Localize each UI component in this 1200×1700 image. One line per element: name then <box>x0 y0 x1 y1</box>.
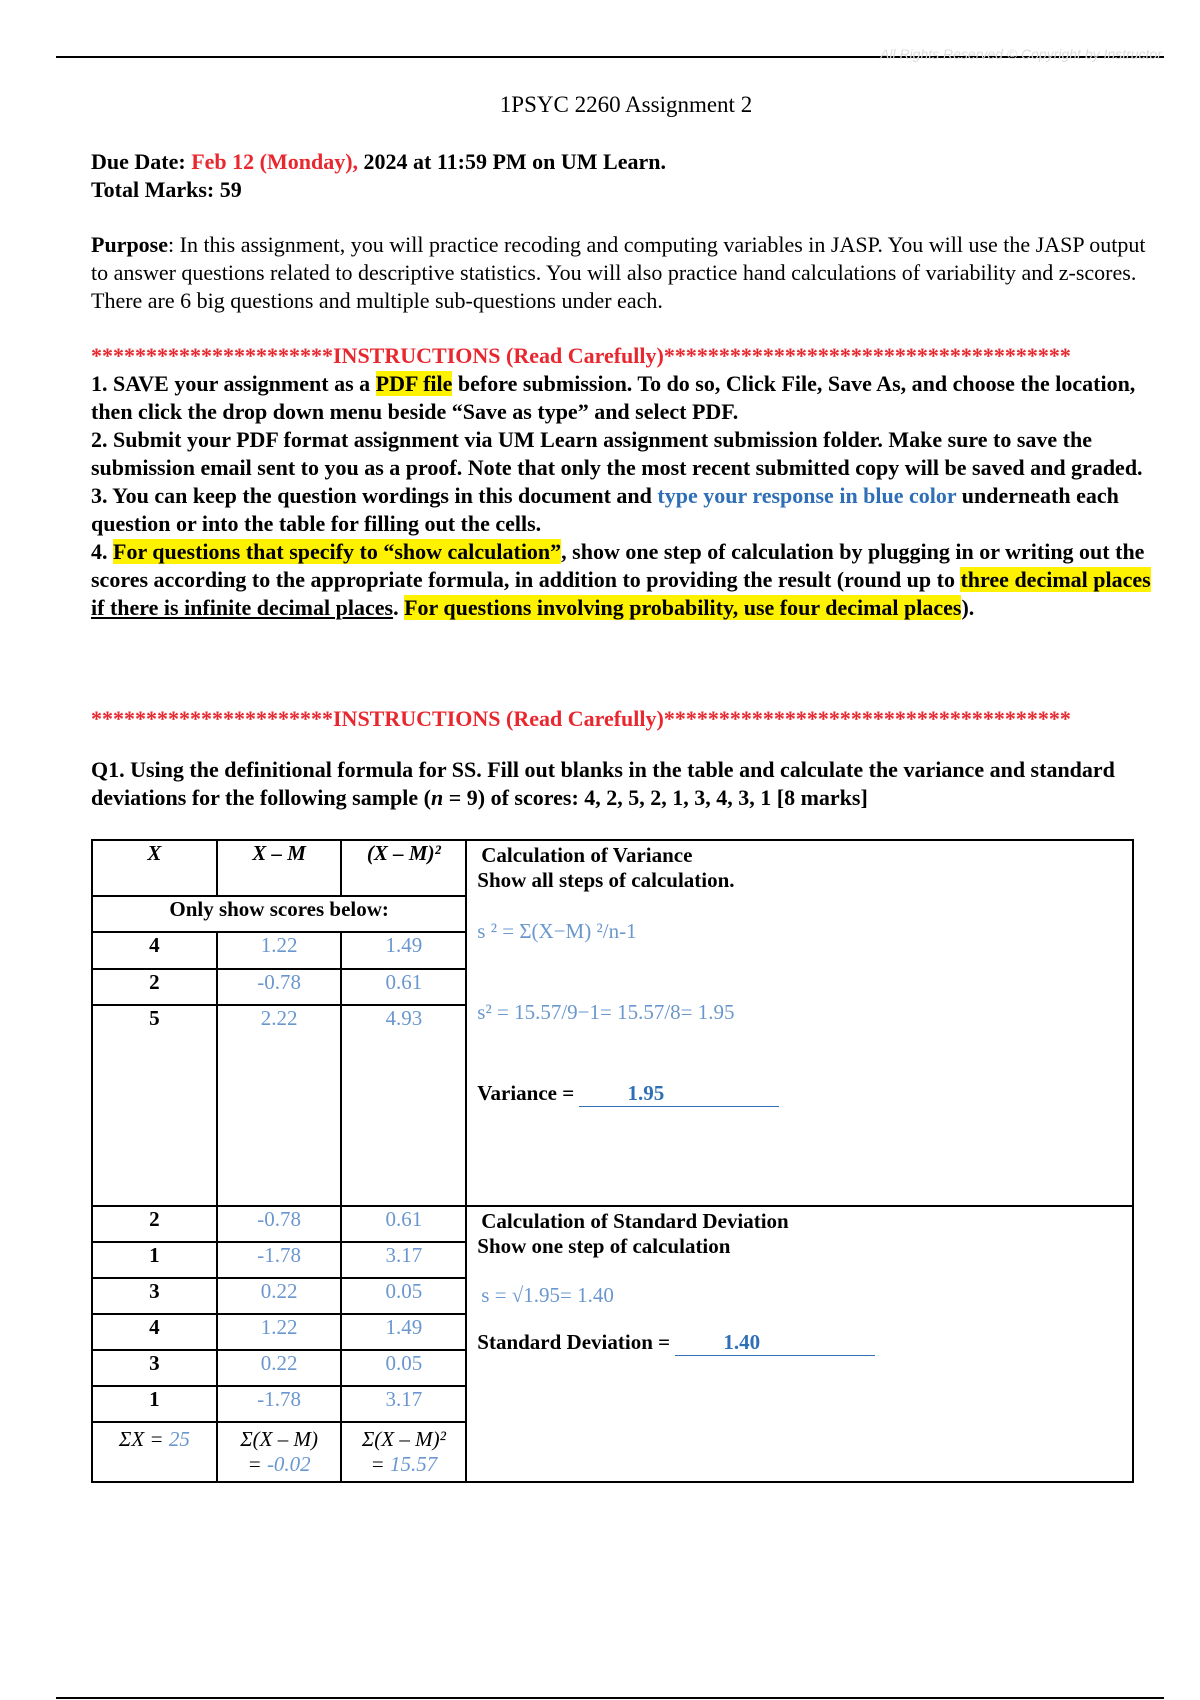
due-date: Feb 12 (Monday), <box>191 149 359 174</box>
due-date-line <box>91 148 1158 176</box>
page-title: 1PSYC 2260 Assignment 2 <box>499 92 753 117</box>
i4i: ). <box>961 595 975 620</box>
score-deviation[interactable]: -0.78 <box>217 969 342 1005</box>
instruction-1 <box>91 370 1158 426</box>
score-deviation-squared[interactable]: 1.49 <box>341 1314 466 1350</box>
instructions-heading: INSTRUCTIONS (Read Carefully) <box>333 706 664 731</box>
sd-subtitle: Show one step of calculation <box>477 1234 731 1258</box>
i4c: , show one step of calculation by plugging in or writing out the scores according to the appropriate formula, in addition to providing the result (round up to <box>91 539 1145 592</box>
stars-right: ************************************* <box>663 706 1071 731</box>
instructions-list <box>91 370 1158 622</box>
score-x: 1 <box>92 1242 217 1278</box>
q1-question <box>91 756 1158 812</box>
stars-left: ********************** <box>91 706 333 731</box>
score-deviation-squared[interactable]: 0.61 <box>341 969 466 1005</box>
sum-squares-value[interactable]: 15.57 <box>389 1452 438 1476</box>
purpose-label: Purpose <box>91 232 168 257</box>
score-deviation[interactable]: 1.22 <box>217 1314 342 1350</box>
sd-answer-line <box>477 1330 1122 1356</box>
instructions-banner-top <box>91 342 1158 370</box>
sum-squares-label: Σ(X – M)² <box>361 1427 446 1451</box>
i4a: 4. <box>91 539 113 564</box>
stars-left: ********************** <box>91 343 333 368</box>
sum-squares-eq: = <box>370 1452 390 1476</box>
purpose-text: : In this assignment, you will practice recoding and computing variables in JASP. You will use the JASP output to answer questions related to descriptive statistics. You will also practice hand calculations of variability and z-scores. There are 6 big questions and multiple sub-questions under each. <box>91 232 1146 313</box>
score-x: 3 <box>92 1278 217 1314</box>
purpose-paragraph <box>91 231 1158 315</box>
i4g: . <box>393 595 405 620</box>
sd-value[interactable] <box>675 1330 875 1356</box>
total-marks: Total Marks: 59 <box>91 177 242 202</box>
infinite-decimals-underline: if there is infinite decimal places <box>91 595 394 620</box>
show-calc-highlight: For questions that specify to “show calculation” <box>113 539 562 564</box>
sum-x-cell <box>92 1422 217 1482</box>
score-deviation[interactable]: 0.22 <box>217 1278 342 1314</box>
pdf-file-highlight: PDF file <box>375 371 453 396</box>
probability-highlight: For questions involving probability, use four decimal places <box>404 595 962 620</box>
sum-squares-cell <box>341 1422 466 1482</box>
score-deviation[interactable]: 2.22 <box>217 1005 342 1206</box>
score-x: 4 <box>92 1314 217 1350</box>
variance-label: Variance = <box>477 1081 580 1105</box>
score-deviation-squared[interactable]: 4.93 <box>341 1005 466 1206</box>
score-deviation-squared[interactable]: 0.61 <box>341 1206 466 1242</box>
score-deviation-squared[interactable]: 0.05 <box>341 1278 466 1314</box>
i1a: 1. SAVE your assignment as a <box>91 371 376 396</box>
sum-x-label: ΣX = <box>118 1427 169 1451</box>
i1c: before submission. To do so, Click File, Save As, and choose the location, then click the drop down menu beside “Save as type” and select PDF. <box>91 371 1136 424</box>
variance-title: Calculation of Variance <box>481 843 693 867</box>
sd-label: Standard Deviation = <box>477 1330 676 1354</box>
instructions-banner-bottom <box>91 705 1158 733</box>
score-deviation-squared[interactable]: 0.05 <box>341 1350 466 1386</box>
header-x-minus-m: X – M <box>217 840 342 896</box>
standard-deviation-cell <box>466 1206 1133 1482</box>
sum-deviation-value[interactable]: -0.02 <box>266 1452 311 1476</box>
blue-color-note: type your response in blue color <box>657 483 957 508</box>
instruction-4 <box>91 538 1158 622</box>
bottom-rule <box>56 1697 1164 1699</box>
variance-value[interactable] <box>579 1081 779 1107</box>
score-deviation-squared[interactable]: 3.17 <box>341 1386 466 1422</box>
score-x: 3 <box>92 1350 217 1386</box>
variance-cell <box>466 840 1133 1206</box>
due-rest: 2024 at 11:59 PM on UM Learn. <box>358 149 666 174</box>
score-deviation[interactable]: 1.22 <box>217 932 342 968</box>
score-x: 2 <box>92 1206 217 1242</box>
score-x: 2 <box>92 969 217 1005</box>
instruction-3 <box>91 482 1158 538</box>
i3a: 3. You can keep the question wordings in this document and <box>91 483 658 508</box>
variance-subtitle: Show all steps of calculation. <box>477 868 735 892</box>
q1-text-a: Q1. Using the definitional formula for SS. Fill out blanks in the table and calculate the variance and standard deviations for the following sample ( <box>91 757 1115 810</box>
sum-deviation-label: Σ(X – M) <box>240 1427 318 1451</box>
score-x: 5 <box>92 1005 217 1206</box>
sd-value-text: 1.40 <box>723 1330 761 1354</box>
watermark: All Rights Reserved © Copyright by Instructor <box>880 46 1162 62</box>
score-x: 4 <box>92 932 217 968</box>
due-block <box>91 148 1158 204</box>
score-deviation-squared[interactable]: 3.17 <box>341 1242 466 1278</box>
instructions-heading: INSTRUCTIONS (Read Carefully) <box>333 343 664 368</box>
sum-x-value[interactable]: 25 <box>168 1427 190 1451</box>
variance-calculation[interactable]: s² = 15.57/9−1= 15.57/8= 1.95 <box>477 1000 735 1024</box>
sd-title: Calculation of Standard Deviation <box>481 1209 789 1233</box>
sum-deviation-eq: = <box>247 1452 267 1476</box>
three-decimals-highlight: three decimal places <box>960 567 1151 592</box>
sum-deviation-cell <box>217 1422 342 1482</box>
q1-n: n <box>430 785 444 810</box>
variance-value-text: 1.95 <box>627 1081 665 1105</box>
due-label: Due Date: <box>91 149 186 174</box>
header-x-minus-m-squared: (X – M)² <box>341 840 466 896</box>
variance-formula[interactable]: s ² = Σ(X−M) ²/n-1 <box>477 919 637 943</box>
score-x: 1 <box>92 1386 217 1422</box>
only-scores-label: Only show scores below: <box>92 896 466 932</box>
header-x: X <box>92 840 217 896</box>
variance-answer-line <box>477 1081 1122 1107</box>
score-deviation-squared[interactable]: 1.49 <box>341 932 466 968</box>
score-deviation[interactable]: -1.78 <box>217 1242 342 1278</box>
instruction-2: 2. Submit your PDF format assignment via UM Learn assignment submission folder. Make sure to save the submission email sent to you as a proof. Note that only the most recent submitted copy will be saved and graded. <box>91 427 1143 480</box>
i3c: underneath each question or into the table for filling out the cells. <box>91 483 1119 536</box>
sd-calculation[interactable]: s = √1.95= 1.40 <box>481 1283 614 1307</box>
q1-table <box>91 839 1134 1483</box>
q1-text-b: = 9) of scores: 4, 2, 5, 2, 1, 3, 4, 3, 1 [8 marks] <box>443 785 868 810</box>
score-deviation[interactable]: -1.78 <box>217 1386 342 1422</box>
score-deviation[interactable]: 0.22 <box>217 1350 342 1386</box>
score-deviation[interactable]: -0.78 <box>217 1206 342 1242</box>
stars-right: ************************************* <box>663 343 1071 368</box>
